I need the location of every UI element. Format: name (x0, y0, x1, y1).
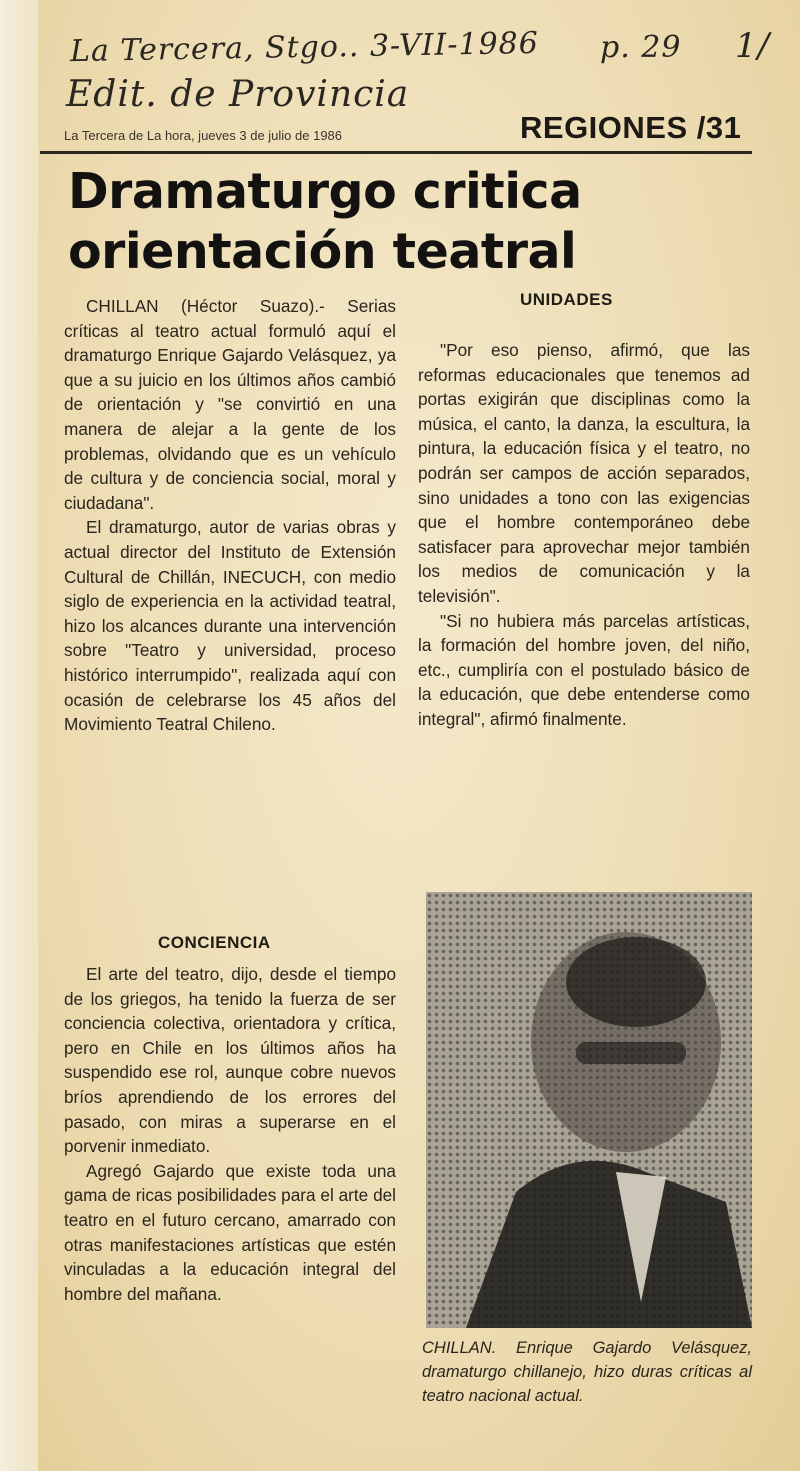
paragraph: El dramaturgo, autor de varias obras y actual director del Instituto de Extensión Cultural de Chillán, INECUCH, con medio siglo de experiencia en la actividad teatral, hizo los alcances durante una intervención sobre "Teatro y universidad, proceso histórico interrumpido", realizada aquí con ocasión de celebrarse los 45 años del Movimiento Teatral Chileno. (64, 517, 396, 735)
halftone-portrait (426, 892, 752, 1328)
paragraph: CHILLAN (Héctor Suazo).- Serias críticas al teatro actual formuló aquí el dramaturgo Enrique Gajardo Velásquez, ya que a su juicio en los últimos años cambió de orientación y "se convirtió en una manera de alejar a la gente de los problemas, olvidando que es un vehículo de cultura y de conciencia social, moral y ciudadana". (64, 296, 396, 513)
dateline: La Tercera de La hora, jueves 3 de julio de 1986 (64, 128, 343, 143)
subhead-conciencia: CONCIENCIA (158, 933, 271, 952)
portrait-photo (426, 892, 752, 1328)
scan-border (0, 0, 38, 1471)
handwritten-mark: 1/ (735, 26, 771, 66)
headline: Dramaturgo critica orientación teatral (68, 163, 582, 280)
handwritten-source-note: La Tercera, Stgo.. 3-VII-1986 (69, 25, 540, 70)
paragraph: Agregó Gajardo que existe toda una gama de ricas posibilidades para el arte del teatro en el futuro cercano, amarrado con otras manifestaciones artísticas que estén vinculadas a la educación integral del hombre del mañana. (64, 1160, 396, 1304)
paragraph: "Por eso pienso, afirmó, que las reformas educacionales que tenemos ad portas exigirán que disciplinas como la música, el canto, la danza, la escultura, la pintura, la educación física y el teatro, no podrán ser campos de acción separados, sino unidades a tono con las exigencias que el hombre contemporáneo debe satisfacer para aprovechar mejor también los medios de comunicación y la televisión". (418, 340, 750, 606)
column-1 (64, 294, 396, 737)
paragraph: "Si no hubiera más parcelas artísticas, la formación del hombre joven, del niño, etc., cumpliría con el postulado básico de la educación, que debe entenderse como integral", afirmó finalmente. (418, 610, 750, 729)
column-1-continued (64, 962, 396, 1306)
subhead-unidades: UNIDADES (520, 290, 613, 309)
header-rule (40, 151, 752, 154)
handwritten-edition-note: Edit. de Provincia (66, 74, 410, 115)
section-title: REGIONES /31 (520, 110, 742, 145)
column-2 (418, 338, 750, 732)
handwritten-page-ref: p. 29 (600, 30, 682, 65)
photo-caption: CHILLAN. Enrique Gajardo Velásquez, dramaturgo chillanejo, hizo duras críticas al teatro nacional actual. (422, 1339, 752, 1405)
paragraph: El arte del teatro, dijo, desde el tiempo de los griegos, ha tenido la fuerza de ser conciencia colectiva, orientadora y crítica, pero en Chile en los últimos años ha suspendido ese rol, aunque cobre nuevos bríos aprendiendo de los errores del pasado, con miras a superarse en el porvenir inmediato. (64, 964, 396, 1157)
